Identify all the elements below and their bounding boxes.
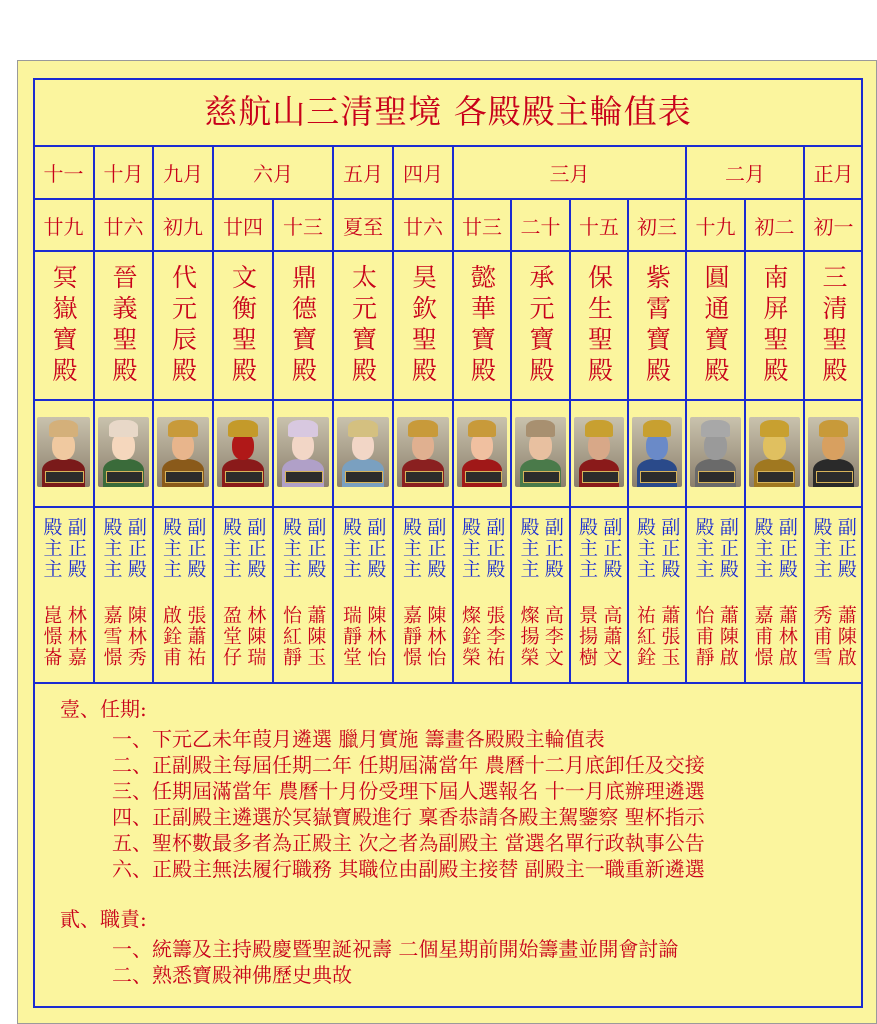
deity-portrait-icon (632, 417, 682, 487)
table-row-rule (33, 506, 863, 508)
hall-name: 冥嶽寶殿 (49, 263, 78, 388)
deity-portrait-icon (157, 417, 209, 487)
deity-portrait-icon (37, 417, 90, 487)
host-names: 高蕭文景揚樹 (576, 605, 623, 668)
role-label: 副正殿殿主主 (100, 517, 147, 580)
deity-portrait-icon (749, 417, 800, 487)
hall-name: 昊欽聖殿 (408, 263, 438, 388)
host-cell (453, 517, 511, 683)
role-label: 副正殿殿主主 (40, 517, 87, 580)
host-cell (393, 517, 453, 683)
duty-rule-1: 一、統籌及主持殿慶暨聖誕祝壽 二個星期前開始籌畫並開會討論 (112, 937, 679, 961)
month-cell: 四月 (403, 162, 443, 186)
host-names: 陳林怡嘉靜憬 (400, 605, 447, 668)
host-names: 張李祐燦銓榮 (459, 605, 506, 668)
hall-name: 南屏聖殿 (760, 263, 789, 388)
host-names: 高李文燦揚榮 (517, 605, 564, 668)
host-cell (333, 517, 393, 683)
day-cell: 廿四 (223, 214, 263, 239)
deity-portrait-icon (808, 417, 859, 487)
hall-cell (686, 251, 745, 400)
day-cell: 十五 (579, 214, 619, 239)
deity-portrait-icon (277, 417, 329, 487)
role-label: 副正殿殿主主 (340, 517, 387, 580)
section-term-heading: 壹、任期: (60, 697, 147, 721)
day-cell: 初九 (163, 214, 203, 239)
role-label: 副正殿殿主主 (160, 517, 207, 580)
hall-name: 紫霄寶殿 (642, 263, 672, 388)
role-label: 副正殿殿主主 (576, 517, 623, 580)
host-names: 林陳瑞盈堂仔 (220, 605, 267, 668)
role-label: 副正殿殿主主 (517, 517, 564, 580)
host-cell (213, 517, 273, 683)
role-label: 副正殿殿主主 (280, 517, 327, 580)
deity-portrait-icon (457, 417, 507, 487)
day-cell: 廿六 (103, 214, 144, 239)
hall-cell (94, 251, 153, 400)
host-cell (511, 517, 570, 683)
host-cell (570, 517, 628, 683)
host-cell (33, 517, 94, 683)
term-rule-4: 四、正副殿主遴選於冥嶽寶殿進行 稟香恭請各殿主駕鑒察 聖杯指示 (112, 805, 705, 829)
term-rule-2: 二、正副殿主每屆任期二年 任期屆滿當年 農曆十二月底卸任及交接 (112, 753, 705, 777)
term-rule-1: 一、下元乙未年葭月遴選 臘月實施 籌畫各殿殿主輪值表 (112, 727, 605, 751)
host-names: 張蕭祐啟銓甫 (160, 605, 207, 668)
hall-name: 晉義聖殿 (109, 263, 138, 388)
hall-name: 文衡聖殿 (228, 263, 258, 388)
month-cell: 九月 (163, 162, 203, 186)
host-cell (628, 517, 686, 683)
host-cell (804, 517, 863, 683)
hall-name: 鼎德寶殿 (288, 263, 318, 388)
role-label: 副正殿殿主主 (634, 517, 681, 580)
role-label: 副正殿殿主主 (400, 517, 447, 580)
month-cell: 十一 (43, 162, 84, 186)
month-cell: 三月 (549, 162, 590, 186)
hall-name: 懿華寶殿 (467, 263, 497, 388)
hall-cell (333, 251, 393, 400)
host-cell (686, 517, 745, 683)
hall-name: 保生聖殿 (584, 263, 614, 388)
term-rule-6: 六、正殿主無法履行職務 其職位由副殿主接替 副殿主一職重新遴選 (112, 857, 705, 881)
deity-portrait-icon (574, 417, 624, 487)
deity-portrait-icon (515, 417, 566, 487)
host-names: 陳林秀嘉雪憬 (100, 605, 147, 668)
host-cell (273, 517, 333, 683)
term-rule-5: 五、聖杯數最多者為正殿主 次之者為副殿主 當選名單行政執事公告 (112, 831, 705, 855)
month-cell: 十月 (103, 162, 144, 186)
hall-cell (273, 251, 333, 400)
month-cell: 二月 (725, 162, 765, 186)
notes-section (60, 692, 850, 988)
host-names: 蕭陳啟怡甫靜 (692, 605, 739, 668)
day-cell: 初一 (813, 214, 854, 239)
day-cell: 二十 (520, 214, 561, 239)
section-duty-heading: 貳、職責: (60, 907, 147, 931)
month-cell: 正月 (813, 162, 854, 186)
host-names: 林林嘉崑憬崙 (40, 605, 87, 668)
page-title: 慈航山三清聖境 各殿殿主輪值表 (204, 92, 692, 131)
day-cell: 十三 (283, 214, 323, 239)
deity-portrait-icon (337, 417, 389, 487)
duty-rule-2: 二、熟悉寶殿神佛歷史典故 (112, 963, 352, 987)
host-names: 陳林怡瑞靜堂 (340, 605, 387, 668)
deity-portrait-icon (690, 417, 741, 487)
role-label: 副正殿殿主主 (810, 517, 857, 580)
day-cell: 廿六 (403, 214, 443, 239)
hall-name: 圓通寶殿 (701, 263, 730, 388)
day-cell: 十九 (695, 214, 736, 239)
hall-cell (511, 251, 570, 400)
day-cell: 廿九 (43, 214, 84, 239)
day-cell: 初三 (637, 214, 677, 239)
hall-name: 三清聖殿 (819, 263, 848, 388)
deity-portrait-icon (397, 417, 449, 487)
host-cell (745, 517, 804, 683)
hall-cell (453, 251, 511, 400)
hall-cell (213, 251, 273, 400)
deity-portrait-icon (98, 417, 149, 487)
role-label: 副正殿殿主主 (751, 517, 798, 580)
day-cell: 初二 (754, 214, 795, 239)
role-label: 副正殿殿主主 (220, 517, 267, 580)
hall-cell (804, 251, 863, 400)
deity-portrait-icon (217, 417, 269, 487)
hall-cell (33, 251, 94, 400)
term-rule-3: 三、任期屆滿當年 農曆十月份受理下屆人選報名 十一月底辦理遴選 (112, 779, 705, 803)
month-cell: 六月 (253, 162, 293, 186)
hall-name: 承元寶殿 (526, 263, 555, 388)
hall-cell (745, 251, 804, 400)
host-cell (153, 517, 213, 683)
role-label: 副正殿殿主主 (459, 517, 506, 580)
hall-name: 太元寶殿 (348, 263, 378, 388)
host-names: 蕭林啟嘉甫憬 (751, 605, 798, 668)
day-cell: 夏至 (343, 214, 383, 239)
host-names: 蕭陳啟秀甫雪 (810, 605, 857, 668)
role-label: 副正殿殿主主 (692, 517, 739, 580)
day-cell: 廿三 (462, 214, 502, 239)
hall-name: 代元辰殿 (168, 263, 198, 388)
month-cell: 五月 (343, 162, 383, 186)
hall-cell (393, 251, 453, 400)
host-cell (94, 517, 153, 683)
hall-cell (628, 251, 686, 400)
host-names: 蕭陳玉怡紅靜 (280, 605, 327, 668)
hall-cell (153, 251, 213, 400)
host-names: 蕭張玉祐紅銓 (634, 605, 681, 668)
hall-cell (570, 251, 628, 400)
